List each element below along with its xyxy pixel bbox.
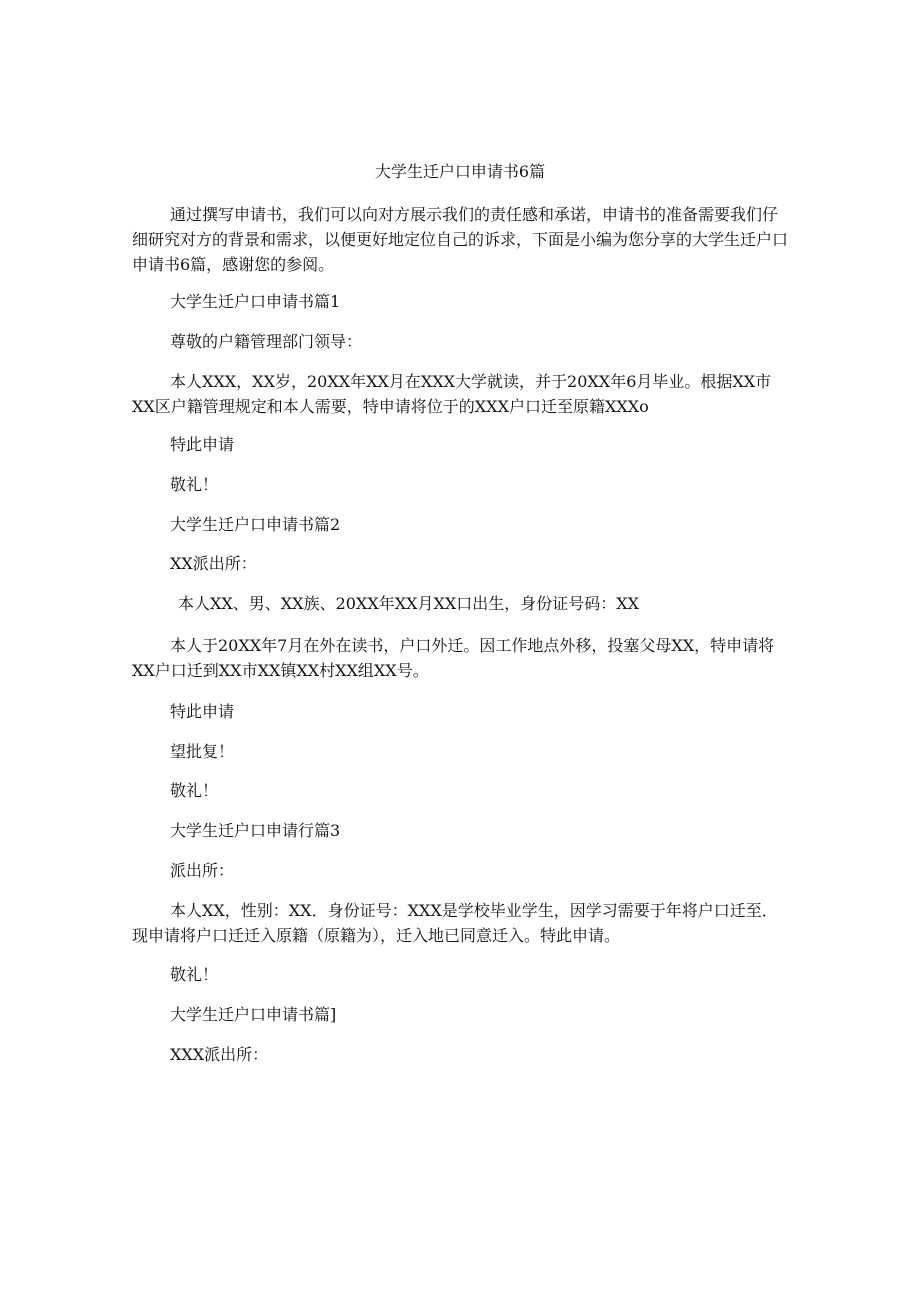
section-4-salutation: XXX派出所： bbox=[170, 1045, 269, 1064]
section-2-heading: 大学生迁户口申请书篇2 bbox=[170, 515, 341, 534]
section-2-body: 本人于20XX年7月在外在读书，户口外迁。因工作地点外移，投塞父母XX，特申请将XX户口迁到XX市XX镇XX村XX组XX号。 bbox=[132, 636, 775, 680]
section-2-personal-info: 本人XX、男、XX族、20XX年XX月XX口出生，身份证号码：XX bbox=[178, 594, 640, 613]
section-3-heading: 大学生迁户口申请行篇3 bbox=[170, 821, 341, 840]
intro-paragraph: 通过撰写申请书，我们可以向对方展示我们的责任感和承诺，申请书的准备需要我们仔细研究对方的背景和需求，以便更好地定位自己的诉求，下面是小编为您分享的大学生迁户口申请书6篇，感谢您的参阅。 bbox=[132, 205, 789, 274]
section-1-closing: 特此申请 bbox=[170, 435, 235, 454]
section-3-body: 本人XX，性别：XX．身份证号：XXX是学校毕业学生，因学习需要于年将户口迁至．现申请将户口迁迁入原籍（原籍为），迁入地已同意迁入。特此申请。 bbox=[132, 901, 778, 945]
section-1-body: 本人XXX，XX岁，20XX年XX月在XXX大学就读，并于20XX年6月毕业。根据XX市XX区户籍管理规定和本人需要，特申请将位于的XXX户口迁至原籍XXXo bbox=[132, 372, 772, 416]
section-2-salutation: XX派出所： bbox=[170, 554, 257, 573]
document-title: 大学生迁户口申请书6篇 bbox=[374, 162, 546, 181]
section-2-closing: 特此申请 bbox=[170, 702, 235, 721]
section-2-reply-request: 望批复！ bbox=[170, 742, 235, 761]
section-4-heading: 大学生迁户口申请书篇] bbox=[170, 1005, 337, 1024]
section-1-salutation: 尊敬的户籍管理部门领导： bbox=[170, 332, 363, 351]
section-1-heading: 大学生迁户口申请书篇1 bbox=[170, 292, 341, 311]
section-1-regards: 敬礼！ bbox=[170, 475, 219, 494]
section-3-regards: 敬礼！ bbox=[170, 965, 219, 984]
section-3-salutation: 派出所： bbox=[170, 861, 235, 880]
section-2-regards: 敬礼！ bbox=[170, 781, 219, 800]
